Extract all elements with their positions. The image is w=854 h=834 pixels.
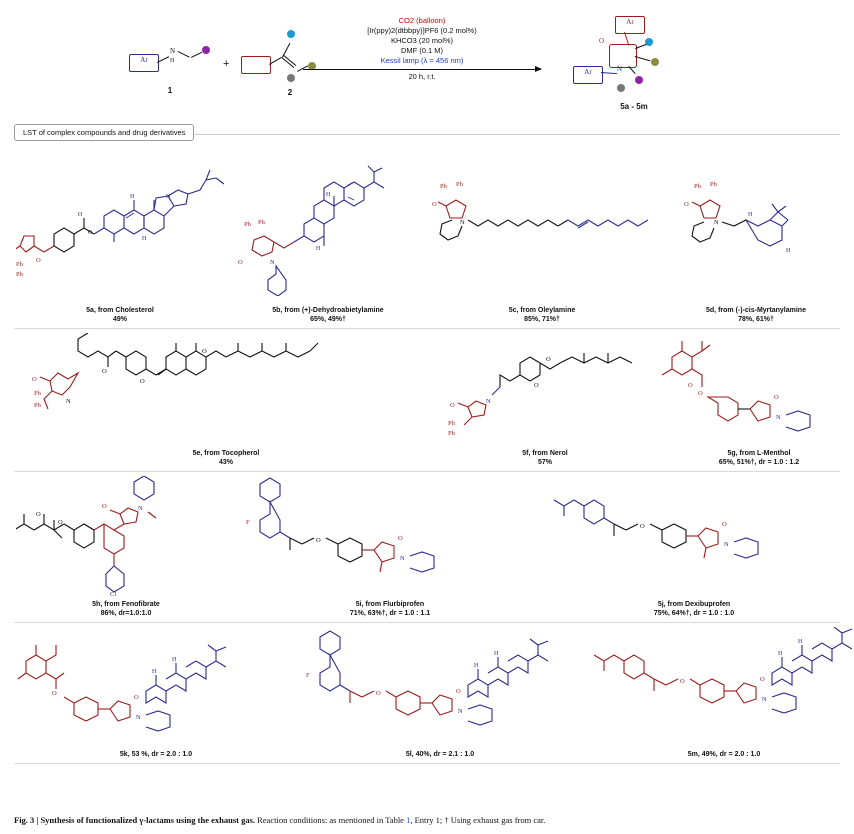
product-name-5i: 5i, from Flurbiprofen [355, 601, 425, 608]
substituent-dot-purple [635, 76, 643, 84]
svg-text:O: O [698, 390, 703, 397]
caption-5d [706, 306, 806, 324]
svg-text:H: H [166, 194, 171, 200]
section-divider [14, 124, 840, 144]
condition-line-0: CO2 (balloon) [398, 16, 446, 25]
structure-5f [440, 333, 650, 447]
svg-text:Ph: Ph [710, 181, 717, 188]
lst-section-label: LST of complex compounds and drug derivatives [14, 124, 194, 141]
svg-text:O: O [88, 230, 93, 236]
caption-5f [522, 449, 568, 467]
reaction-scheme [14, 10, 840, 122]
svg-text:O: O [534, 382, 539, 389]
product-cell-5h [14, 472, 238, 622]
svg-text:N: N [138, 505, 143, 512]
svg-text:F: F [306, 672, 310, 679]
structure-svg [656, 154, 854, 296]
figure-caption-text-before: Reaction conditions: as mentioned in Table [255, 815, 407, 825]
product-name-5g: 5g, from L-Menthol [727, 450, 791, 457]
svg-text:N: N [270, 259, 275, 266]
substituent-dot-blue [287, 30, 295, 38]
svg-text:H: H [798, 639, 803, 645]
caption-5c [509, 306, 576, 324]
svg-text:N: N [776, 414, 781, 421]
svg-text:Ph: Ph [34, 402, 41, 409]
svg-text:H: H [316, 246, 321, 252]
svg-text:O: O [102, 503, 107, 510]
product-yield-5j: 75%, 64%†, dr = 1.0 : 1.0 [653, 610, 735, 617]
svg-text:O: O [58, 519, 63, 526]
reactant-1-label: 1 [167, 86, 173, 95]
condition-line-3: DMF (0.1 M) [400, 46, 444, 55]
reaction-arrow [303, 69, 541, 70]
product-name-5h: 5h, from Fenofibrate [92, 601, 160, 608]
svg-text:O: O [78, 212, 83, 218]
svg-text:N: N [460, 219, 465, 226]
product-scheme [559, 14, 709, 111]
product-cell-5f [438, 329, 652, 471]
product-row-3 [14, 472, 840, 623]
structure-5k [16, 627, 296, 748]
product-name-5l: 5l, 40%, dr = 2.1 : 1.0 [405, 751, 475, 758]
structure-svg [228, 154, 428, 296]
aryl-label: Ar [584, 68, 592, 76]
figure-caption [14, 814, 840, 826]
substituent-dot-gray [287, 74, 295, 82]
svg-text:O: O [32, 376, 37, 383]
product-yield-5e: 43% [218, 459, 233, 466]
product-name-5f: 5f, from Nerol [522, 450, 568, 457]
plus-sign: + [223, 58, 230, 70]
product-cell-5l [298, 623, 582, 763]
product-name-5c: 5c, from Oleylamine [508, 307, 576, 314]
product-cell-5b [226, 150, 430, 328]
svg-text:N: N [714, 219, 719, 226]
svg-text:O: O [202, 348, 207, 355]
product-yield-5i: 71%, 63%†, dr = 1.0 : 1.1 [349, 610, 431, 617]
structure-5d [656, 154, 854, 304]
svg-text:O: O [722, 521, 727, 528]
product-yield-5g: 65%, 51%†, dr = 1.0 : 1.2 [718, 459, 800, 466]
product-name-5d: 5d, from (-)-cis-Myrtanylamine [706, 307, 806, 314]
svg-text:Ph: Ph [694, 183, 701, 190]
svg-text:Ph: Ph [440, 183, 447, 190]
svg-text:Ph: Ph [244, 221, 251, 228]
bond [191, 52, 202, 58]
svg-text:Ph: Ph [16, 271, 23, 278]
caption-5k [120, 750, 192, 759]
svg-text:O: O [684, 201, 689, 208]
caption-5g [719, 449, 799, 467]
product-cell-5i [238, 472, 542, 622]
product-cell-5k [14, 623, 298, 763]
svg-text:N: N [486, 398, 491, 405]
svg-text:O: O [432, 201, 437, 208]
product-grid [14, 150, 840, 764]
svg-text:Ph: Ph [448, 420, 455, 427]
structure-5e [16, 333, 436, 447]
structure-5l [300, 627, 580, 748]
structure-svg [300, 627, 580, 737]
product-cell-5e [14, 329, 438, 471]
product-yield-5d: 78%, 61%† [738, 316, 774, 323]
table-link[interactable]: 1 [406, 815, 411, 825]
reactant-2-label: 2 [287, 88, 293, 97]
conditions-arrow [303, 16, 541, 82]
svg-text:N: N [136, 714, 141, 721]
aryl-ring-product-top [615, 16, 645, 34]
svg-text:O: O [456, 688, 461, 695]
caption-5l [406, 750, 474, 759]
product-cell-5g [652, 329, 854, 471]
svg-text:O: O [760, 676, 765, 683]
lactam-nitrogen: N [617, 65, 623, 73]
product-row-2 [14, 329, 840, 472]
svg-text:O: O [688, 382, 693, 389]
substituent-dot-gray [617, 84, 625, 92]
product-yield-5a: 49% [112, 316, 127, 323]
svg-text:Ph: Ph [456, 181, 463, 188]
product-yield-5b: 65%, 49%† [310, 316, 346, 323]
svg-text:H: H [778, 651, 783, 657]
product-cell-5j [542, 472, 846, 622]
structure-5j [544, 476, 844, 598]
structure-5c [432, 154, 652, 304]
structure-svg [16, 333, 436, 443]
svg-text:O: O [450, 402, 455, 409]
caption-5h [92, 600, 160, 618]
product-row-1 [14, 150, 840, 329]
product-name-5j: 5j, from Dexibuprofen [657, 601, 731, 608]
product-yield-5f: 57% [537, 459, 552, 466]
structure-svg [432, 154, 652, 296]
structure-svg [654, 333, 854, 443]
product-cell-5d [654, 150, 854, 328]
bond [178, 51, 190, 58]
product-cell-5c [430, 150, 654, 328]
structure-svg [16, 627, 296, 737]
caption-5m [688, 750, 761, 759]
product-name-5k: 5k, 53 %, dr = 2.0 : 1.0 [119, 751, 193, 758]
reactant-1 [115, 38, 225, 95]
structure-svg [16, 154, 224, 296]
svg-text:O: O [52, 690, 57, 697]
svg-text:H: H [152, 669, 157, 675]
svg-text:O: O [36, 511, 41, 518]
product-yield-5c: 85%, 71%† [524, 316, 560, 323]
svg-text:N: N [762, 696, 767, 703]
structure-5m [584, 627, 854, 748]
product-name-5m: 5m, 49%, dr = 2.0 : 1.0 [687, 751, 761, 758]
svg-text:H: H [494, 651, 499, 657]
product-cell-5m [582, 623, 854, 763]
lactam-ring [609, 44, 637, 68]
product-name-5a: 5a, from Cholesterol [86, 307, 154, 314]
nitrogen-atom: N [170, 47, 176, 55]
svg-text:O: O [640, 523, 645, 530]
svg-text:Ph: Ph [448, 430, 455, 437]
svg-text:O: O [376, 690, 381, 697]
aryl-ring-reactant1 [129, 54, 159, 72]
svg-text:H: H [130, 194, 135, 200]
svg-text:N: N [724, 541, 729, 548]
caption-5e [193, 449, 260, 467]
product-name-5b: 5b, from (+)-Dehydroabietylamine [272, 307, 384, 314]
structure-svg [240, 476, 540, 596]
svg-text:H: H [326, 192, 331, 198]
caption-5a [86, 306, 154, 324]
substituent-dot-purple [202, 46, 210, 54]
structure-svg [544, 476, 844, 596]
svg-text:O: O [398, 535, 403, 542]
svg-text:F: F [246, 519, 250, 526]
svg-text:H: H [474, 663, 479, 669]
structure-5g [654, 333, 854, 447]
figure-title: Synthesis of functionalized γ-lactams using the exhaust gas. [40, 815, 256, 825]
structure-svg [584, 627, 854, 737]
condition-line-5: 20 h, r.t. [408, 72, 436, 81]
svg-text:O: O [316, 537, 321, 544]
structure-svg [16, 476, 236, 596]
product-name-5e: 5e, from Tocopherol [192, 450, 260, 457]
carbonyl-oxygen: O [599, 37, 605, 45]
hydrogen-atom: H [170, 58, 175, 64]
svg-text:Ph: Ph [34, 390, 41, 397]
svg-text:Ph: Ph [16, 261, 23, 268]
bond [635, 56, 651, 61]
svg-text:H: H [748, 212, 753, 218]
svg-text:H: H [786, 248, 791, 254]
svg-text:Ph: Ph [258, 219, 265, 226]
condition-line-2: KHCO3 (20 mol%) [390, 36, 454, 45]
substituent-dot-olive [651, 58, 659, 66]
aryl-ring-reactant2 [241, 56, 271, 74]
aryl-label: Ar [626, 18, 634, 26]
structure-5i [240, 476, 540, 598]
condition-line-1: [Ir(ppy)2(dtbbpy)]PF6 (0.2 mol%) [367, 26, 477, 35]
product-yield-5h: 86%, dr=1.0:1.0 [100, 610, 152, 617]
svg-text:N: N [458, 708, 463, 715]
product-scheme-label: 5a - 5m [620, 102, 648, 111]
svg-text:H: H [142, 236, 147, 242]
figure-caption-text-after: , Entry 1; † Using exhaust gas from car. [410, 815, 546, 825]
aryl-label: Ar [140, 56, 148, 64]
svg-text:N: N [66, 398, 71, 405]
product-cell-5a [14, 150, 226, 328]
structure-5h [16, 476, 236, 598]
structure-5a [16, 154, 224, 304]
svg-text:O: O [102, 368, 107, 375]
product-row-4 [14, 623, 840, 764]
svg-text:O: O [140, 378, 145, 385]
svg-text:O: O [546, 356, 551, 363]
structure-5b [228, 154, 428, 304]
caption-5b [272, 306, 383, 324]
svg-text:O: O [134, 694, 139, 701]
svg-text:O: O [680, 678, 685, 685]
svg-text:O: O [774, 394, 779, 401]
aryl-ring-product-n [573, 66, 603, 84]
svg-text:H: H [172, 657, 177, 663]
svg-text:N: N [400, 555, 405, 562]
bond [635, 44, 647, 49]
caption-5j [654, 600, 734, 618]
condition-line-4: Kessil lamp (λ = 456 nm) [380, 56, 464, 65]
figure-number: Fig. 3 | [14, 815, 39, 825]
structure-svg [440, 333, 650, 443]
svg-text:Cl: Cl [110, 591, 117, 596]
bond [601, 72, 617, 74]
svg-text:O: O [36, 257, 41, 264]
svg-text:O: O [238, 259, 243, 266]
bond [282, 43, 290, 58]
caption-5i [350, 600, 430, 618]
